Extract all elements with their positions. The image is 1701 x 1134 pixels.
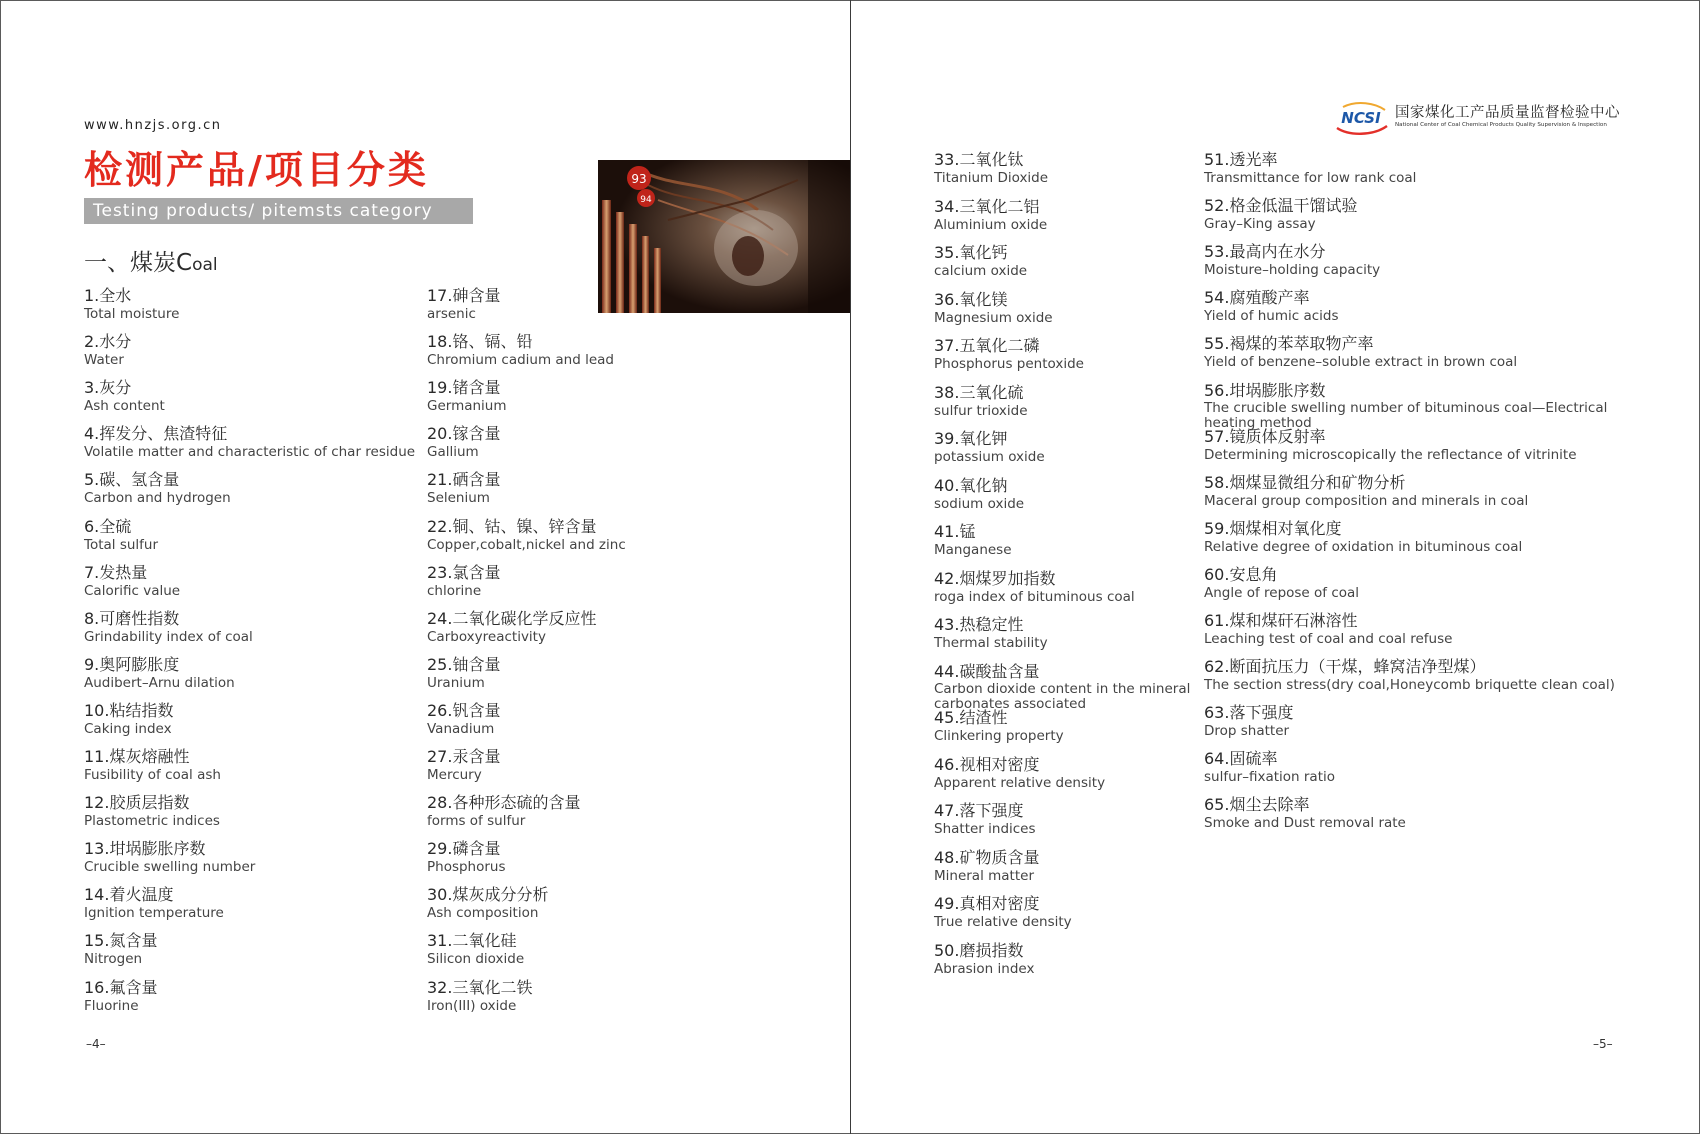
test-item-en: Ash content xyxy=(84,398,165,415)
test-item-cn: 25.铀含量 xyxy=(427,654,501,674)
test-item xyxy=(427,332,614,369)
test-item xyxy=(84,885,224,922)
test-item-en: Manganese xyxy=(934,542,1012,558)
test-item xyxy=(84,978,157,1015)
test-item xyxy=(934,755,1105,792)
test-item-en: potassium oxide xyxy=(934,449,1045,465)
test-item-en: roga index of bituminous coal xyxy=(934,588,1135,605)
test-item-cn: 27.汞含量 xyxy=(427,747,501,766)
test-item-cn: 43.热稳定性 xyxy=(934,615,1024,634)
test-item-en: Yield of humic acids xyxy=(1204,308,1339,325)
test-item-en: Moisture–holding capacity xyxy=(1204,262,1381,279)
test-item xyxy=(1204,334,1517,371)
page-number-right: –5– xyxy=(1593,1037,1613,1051)
test-item-cn: 15.氮含量 xyxy=(84,931,158,951)
test-item xyxy=(1204,611,1452,648)
test-item xyxy=(84,378,165,415)
test-item-cn: 35.氧化钙 xyxy=(934,243,1008,262)
test-item-en: Smoke and Dust removal rate xyxy=(1204,815,1406,832)
test-item-cn: 21.硒含量 xyxy=(427,470,501,490)
test-item-en: Chromium cadium and lead xyxy=(427,352,614,369)
test-item xyxy=(1204,242,1380,279)
test-item-en: Total moisture xyxy=(84,306,180,322)
test-item-cn: 9.奥阿膨胀度 xyxy=(84,654,180,674)
section-heading-coal xyxy=(84,244,218,277)
test-item xyxy=(1204,196,1357,233)
test-item xyxy=(84,609,253,646)
test-item-cn: 56.坩埚膨胀序数 xyxy=(1204,380,1326,400)
test-item-en: Phosphorus pentoxide xyxy=(934,356,1084,372)
test-item-cn: 38.三氧化硫 xyxy=(934,382,1024,402)
test-item-en: Gray–King assay xyxy=(1204,216,1316,233)
test-item-cn: 19.锗含量 xyxy=(427,378,501,398)
test-item-cn: 5.碳、氢含量 xyxy=(84,470,180,490)
test-item-cn: 55.褐煤的苯萃取物产率 xyxy=(1204,334,1374,354)
test-item xyxy=(934,569,1135,606)
test-item-cn: 7.发热量 xyxy=(84,562,148,582)
test-item-en: Relative degree of oxidation in bituminous coal xyxy=(1204,538,1523,555)
test-item-cn: 57.镜质体反射率 xyxy=(1204,426,1326,446)
test-item-en: Crucible swelling number xyxy=(84,859,256,876)
test-item xyxy=(427,517,626,554)
test-item-en: Carbon dioxide content in the mineral carbonates associated xyxy=(934,680,1191,712)
test-item-cn: 54.腐殖酸产率 xyxy=(1204,288,1310,308)
test-item-cn: 51.透光率 xyxy=(1204,150,1278,169)
test-item-cn: 28.各种形态硫的含量 xyxy=(427,793,581,813)
test-item-cn: 37.五氧化二磷 xyxy=(934,336,1040,355)
test-item-en: Ash composition xyxy=(427,905,539,922)
test-item-en: Drop shatter xyxy=(1204,723,1290,740)
test-item xyxy=(1204,150,1416,187)
test-item-en: Thermal stability xyxy=(934,635,1048,651)
test-item xyxy=(427,747,500,784)
test-item-en: Abrasion index xyxy=(934,960,1035,977)
test-item-cn: 59.烟煤相对氧化度 xyxy=(1204,518,1342,538)
test-item-en: Mineral matter xyxy=(934,867,1034,884)
test-item xyxy=(84,701,173,738)
test-item-cn: 22.铜、钴、镍、锌含量 xyxy=(427,516,597,536)
test-item-en: True relative density xyxy=(934,914,1072,930)
ncsi-logo xyxy=(1331,99,1661,139)
test-item xyxy=(427,931,524,968)
ncsi-logo-icon xyxy=(1331,101,1391,135)
test-item-en: chlorine xyxy=(427,582,482,599)
logo-chinese-name: 国家煤化工产品质量监督检验中心 xyxy=(1395,105,1620,121)
test-item-en: Leaching test of coal and coal refuse xyxy=(1204,631,1453,647)
test-item-en: sulfur trioxide xyxy=(934,402,1028,419)
website-url: www.hnzjs.org.cn xyxy=(84,118,222,133)
test-item xyxy=(934,290,1053,327)
coal-lab-photo xyxy=(598,160,850,313)
test-item xyxy=(934,848,1039,885)
section-heading-en: oal xyxy=(192,255,218,275)
test-item-en: Yield of benzene–soluble extract in brown coal xyxy=(1204,354,1518,371)
test-item-cn: 48.矿物质含量 xyxy=(934,847,1040,867)
test-item-cn: 13.坩埚膨胀序数 xyxy=(84,839,206,859)
svg-text:93: 93 xyxy=(631,172,647,186)
test-item-cn: 33.二氧化钛 xyxy=(934,150,1024,169)
test-item xyxy=(934,894,1072,931)
test-item-en: arsenic xyxy=(427,306,476,322)
test-item-cn: 4.挥发分、焦渣特征 xyxy=(84,424,228,444)
test-item xyxy=(427,424,500,461)
test-item-cn: 31.二氧化硅 xyxy=(427,931,517,951)
test-item-en: Shatter indices xyxy=(934,821,1036,837)
test-item-cn: 6.全硫 xyxy=(84,516,132,536)
test-item-en: calcium oxide xyxy=(934,263,1028,279)
test-item xyxy=(427,978,532,1015)
test-item-cn: 36.氧化镁 xyxy=(934,289,1008,309)
test-item-cn: 24.二氧化碳化学反应性 xyxy=(427,608,597,628)
test-item xyxy=(84,286,179,323)
test-item xyxy=(1204,519,1522,556)
test-item-en: Water xyxy=(84,352,124,369)
test-item-en: Angle of repose of coal xyxy=(1204,584,1360,601)
test-item-cn: 53.最高内在水分 xyxy=(1204,242,1326,262)
test-item-cn: 20.镓含量 xyxy=(427,424,501,444)
test-item xyxy=(84,747,221,784)
test-item xyxy=(84,563,180,600)
test-item-en: Caking index xyxy=(84,720,172,737)
test-item-cn: 34.三氧化二铝 xyxy=(934,196,1040,216)
svg-text:94: 94 xyxy=(640,195,652,205)
test-item-en: Uranium xyxy=(427,674,485,691)
test-item-en: Copper,cobalt,nickel and zinc xyxy=(427,536,626,553)
test-item xyxy=(427,378,507,415)
right-page xyxy=(851,0,1701,1134)
test-item-cn: 49.真相对密度 xyxy=(934,894,1040,913)
test-item-cn: 39.氧化钾 xyxy=(934,429,1008,448)
test-item xyxy=(84,424,415,461)
test-item xyxy=(934,708,1064,745)
test-item-en: Clinkering property xyxy=(934,728,1064,744)
test-item xyxy=(1204,657,1615,694)
test-item-cn: 63.落下强度 xyxy=(1204,703,1294,723)
test-item-en: Silicon dioxide xyxy=(427,951,525,968)
test-item-en: Mercury xyxy=(427,767,482,783)
test-item xyxy=(934,941,1034,978)
test-item xyxy=(427,701,500,738)
test-item-cn: 17.砷含量 xyxy=(427,286,501,305)
test-item-cn: 46.视相对密度 xyxy=(934,754,1040,774)
test-item xyxy=(1204,381,1634,431)
test-item xyxy=(1204,749,1335,786)
test-item-en: The crucible swelling number of bituminous coal—Electrical heating method xyxy=(1204,399,1608,431)
test-item-en: Calorific value xyxy=(84,582,181,599)
test-item xyxy=(1204,427,1577,464)
test-item-en: Germanium xyxy=(427,398,507,415)
test-item-en: sodium oxide xyxy=(934,495,1025,512)
test-item xyxy=(1204,703,1293,740)
test-item xyxy=(84,839,255,876)
test-item-cn: 23.氯含量 xyxy=(427,562,501,582)
test-item-en: Ignition temperature xyxy=(84,905,224,922)
test-item-cn: 42.烟煤罗加指数 xyxy=(934,568,1056,588)
test-item-en: Gallium xyxy=(427,444,479,461)
test-item-en: Determining microscopically the reflectance of vitrinite xyxy=(1204,446,1577,463)
test-item xyxy=(934,476,1024,513)
test-item xyxy=(934,522,1012,559)
test-item-cn: 32.三氧化二铁 xyxy=(427,977,533,997)
test-item-cn: 26.钒含量 xyxy=(427,700,501,720)
test-item-cn: 11.煤灰熔融性 xyxy=(84,747,190,766)
page-title-english-bar: Testing products/ pitemsts category xyxy=(84,198,473,224)
test-item xyxy=(427,839,506,876)
left-page xyxy=(0,0,850,1134)
test-item-en: Apparent relative density xyxy=(934,774,1106,791)
test-item xyxy=(84,931,157,968)
test-item xyxy=(427,655,500,692)
test-item-cn: 1.全水 xyxy=(84,286,132,305)
test-item-cn: 61.煤和煤矸石淋溶性 xyxy=(1204,611,1358,630)
test-item-cn: 18.铬、镉、铅 xyxy=(427,332,533,352)
test-item-en: Fusibility of coal ash xyxy=(84,767,221,783)
test-item-en: Carboxyreactivity xyxy=(427,628,546,645)
test-item-en: Volatile matter and characteristic of char residue xyxy=(84,444,416,461)
page-number-left: –4– xyxy=(86,1037,106,1051)
test-item-cn: 3.灰分 xyxy=(84,378,132,398)
test-item-en: Nitrogen xyxy=(84,951,143,968)
test-item-cn: 41.锰 xyxy=(934,522,976,541)
test-item xyxy=(934,801,1036,838)
test-item xyxy=(427,885,548,922)
test-item-cn: 14.着火温度 xyxy=(84,885,174,905)
test-item-en: Aluminium oxide xyxy=(934,216,1048,233)
section-heading-cn: 一、煤炭C xyxy=(84,250,193,276)
test-item xyxy=(427,286,500,323)
test-item-en: Maceral group composition and minerals in coal xyxy=(1204,492,1529,509)
page-title-chinese: 检测产品/项目分类 xyxy=(84,148,429,192)
svg-text:NCSI: NCSI xyxy=(1341,109,1381,127)
test-item xyxy=(84,470,231,507)
test-item-cn: 16.氟含量 xyxy=(84,977,158,997)
test-item-en: Selenium xyxy=(427,490,490,507)
test-item xyxy=(84,793,220,830)
test-item-cn: 40.氧化钠 xyxy=(934,475,1008,495)
test-item xyxy=(934,662,1192,712)
test-item-cn: 12.胶质层指数 xyxy=(84,793,190,813)
test-item xyxy=(84,517,158,554)
test-item-en: forms of sulfur xyxy=(427,813,526,830)
test-item-en: Total sulfur xyxy=(84,536,159,553)
test-item xyxy=(934,615,1048,652)
test-item-en: sulfur–fixation ratio xyxy=(1204,769,1335,786)
test-item-cn: 52.格金低温干馏试验 xyxy=(1204,196,1358,216)
test-item-en: Titanium Dioxide xyxy=(934,170,1049,186)
test-item-en: The section stress(dry coal,Honeycomb briquette clean coal) xyxy=(1204,677,1615,694)
test-item xyxy=(934,429,1045,466)
test-item xyxy=(934,150,1048,187)
test-item-cn: 58.烟煤显微组分和矿物分析 xyxy=(1204,472,1406,492)
test-item-cn: 44.碳酸盐含量 xyxy=(934,661,1040,681)
test-item-cn: 10.粘结指数 xyxy=(84,700,174,720)
test-item-cn: 8.可磨性指数 xyxy=(84,608,180,628)
test-item xyxy=(1204,288,1339,325)
test-item xyxy=(934,197,1047,234)
test-item-cn: 2.水分 xyxy=(84,332,132,352)
test-item-cn: 30.煤灰成分分析 xyxy=(427,885,549,905)
test-item xyxy=(1204,565,1359,602)
test-item-en: Iron(III) oxide xyxy=(427,997,517,1014)
test-item-cn: 45.结渣性 xyxy=(934,708,1008,727)
test-item-en: Fluorine xyxy=(84,997,139,1014)
test-item-en: Plastometric indices xyxy=(84,813,220,830)
test-item xyxy=(934,243,1027,280)
test-item xyxy=(1204,473,1528,510)
test-item xyxy=(84,332,131,369)
test-item-en: Vanadium xyxy=(427,720,495,737)
test-item-cn: 29.磷含量 xyxy=(427,839,501,859)
test-item-cn: 50.磨损指数 xyxy=(934,940,1024,960)
test-item-en: Grindability index of coal xyxy=(84,628,253,645)
test-item-cn: 64.固硫率 xyxy=(1204,749,1278,769)
test-item-cn: 65.烟尘去除率 xyxy=(1204,795,1310,815)
test-item xyxy=(934,336,1084,373)
test-item-cn: 47.落下强度 xyxy=(934,801,1024,820)
test-item-en: Audibert–Arnu dilation xyxy=(84,674,235,691)
test-item xyxy=(427,793,580,830)
test-item xyxy=(427,563,500,600)
test-item-cn: 60.安息角 xyxy=(1204,564,1278,584)
test-item-en: Phosphorus xyxy=(427,859,506,876)
test-item-en: Transmittance for low rank coal xyxy=(1204,170,1417,186)
test-item-cn: 62.断面抗压力（干煤，蜂窝洁净型煤） xyxy=(1204,657,1486,677)
test-item xyxy=(1204,795,1406,832)
test-item-en: Carbon and hydrogen xyxy=(84,490,231,507)
test-item xyxy=(427,470,500,507)
test-item xyxy=(934,383,1028,420)
test-item-en: Magnesium oxide xyxy=(934,309,1053,326)
test-item xyxy=(427,609,596,646)
test-item xyxy=(84,655,235,692)
logo-english-name: National Center of Coal Chemical Products Quality Supervision & Inspection xyxy=(1395,122,1607,128)
